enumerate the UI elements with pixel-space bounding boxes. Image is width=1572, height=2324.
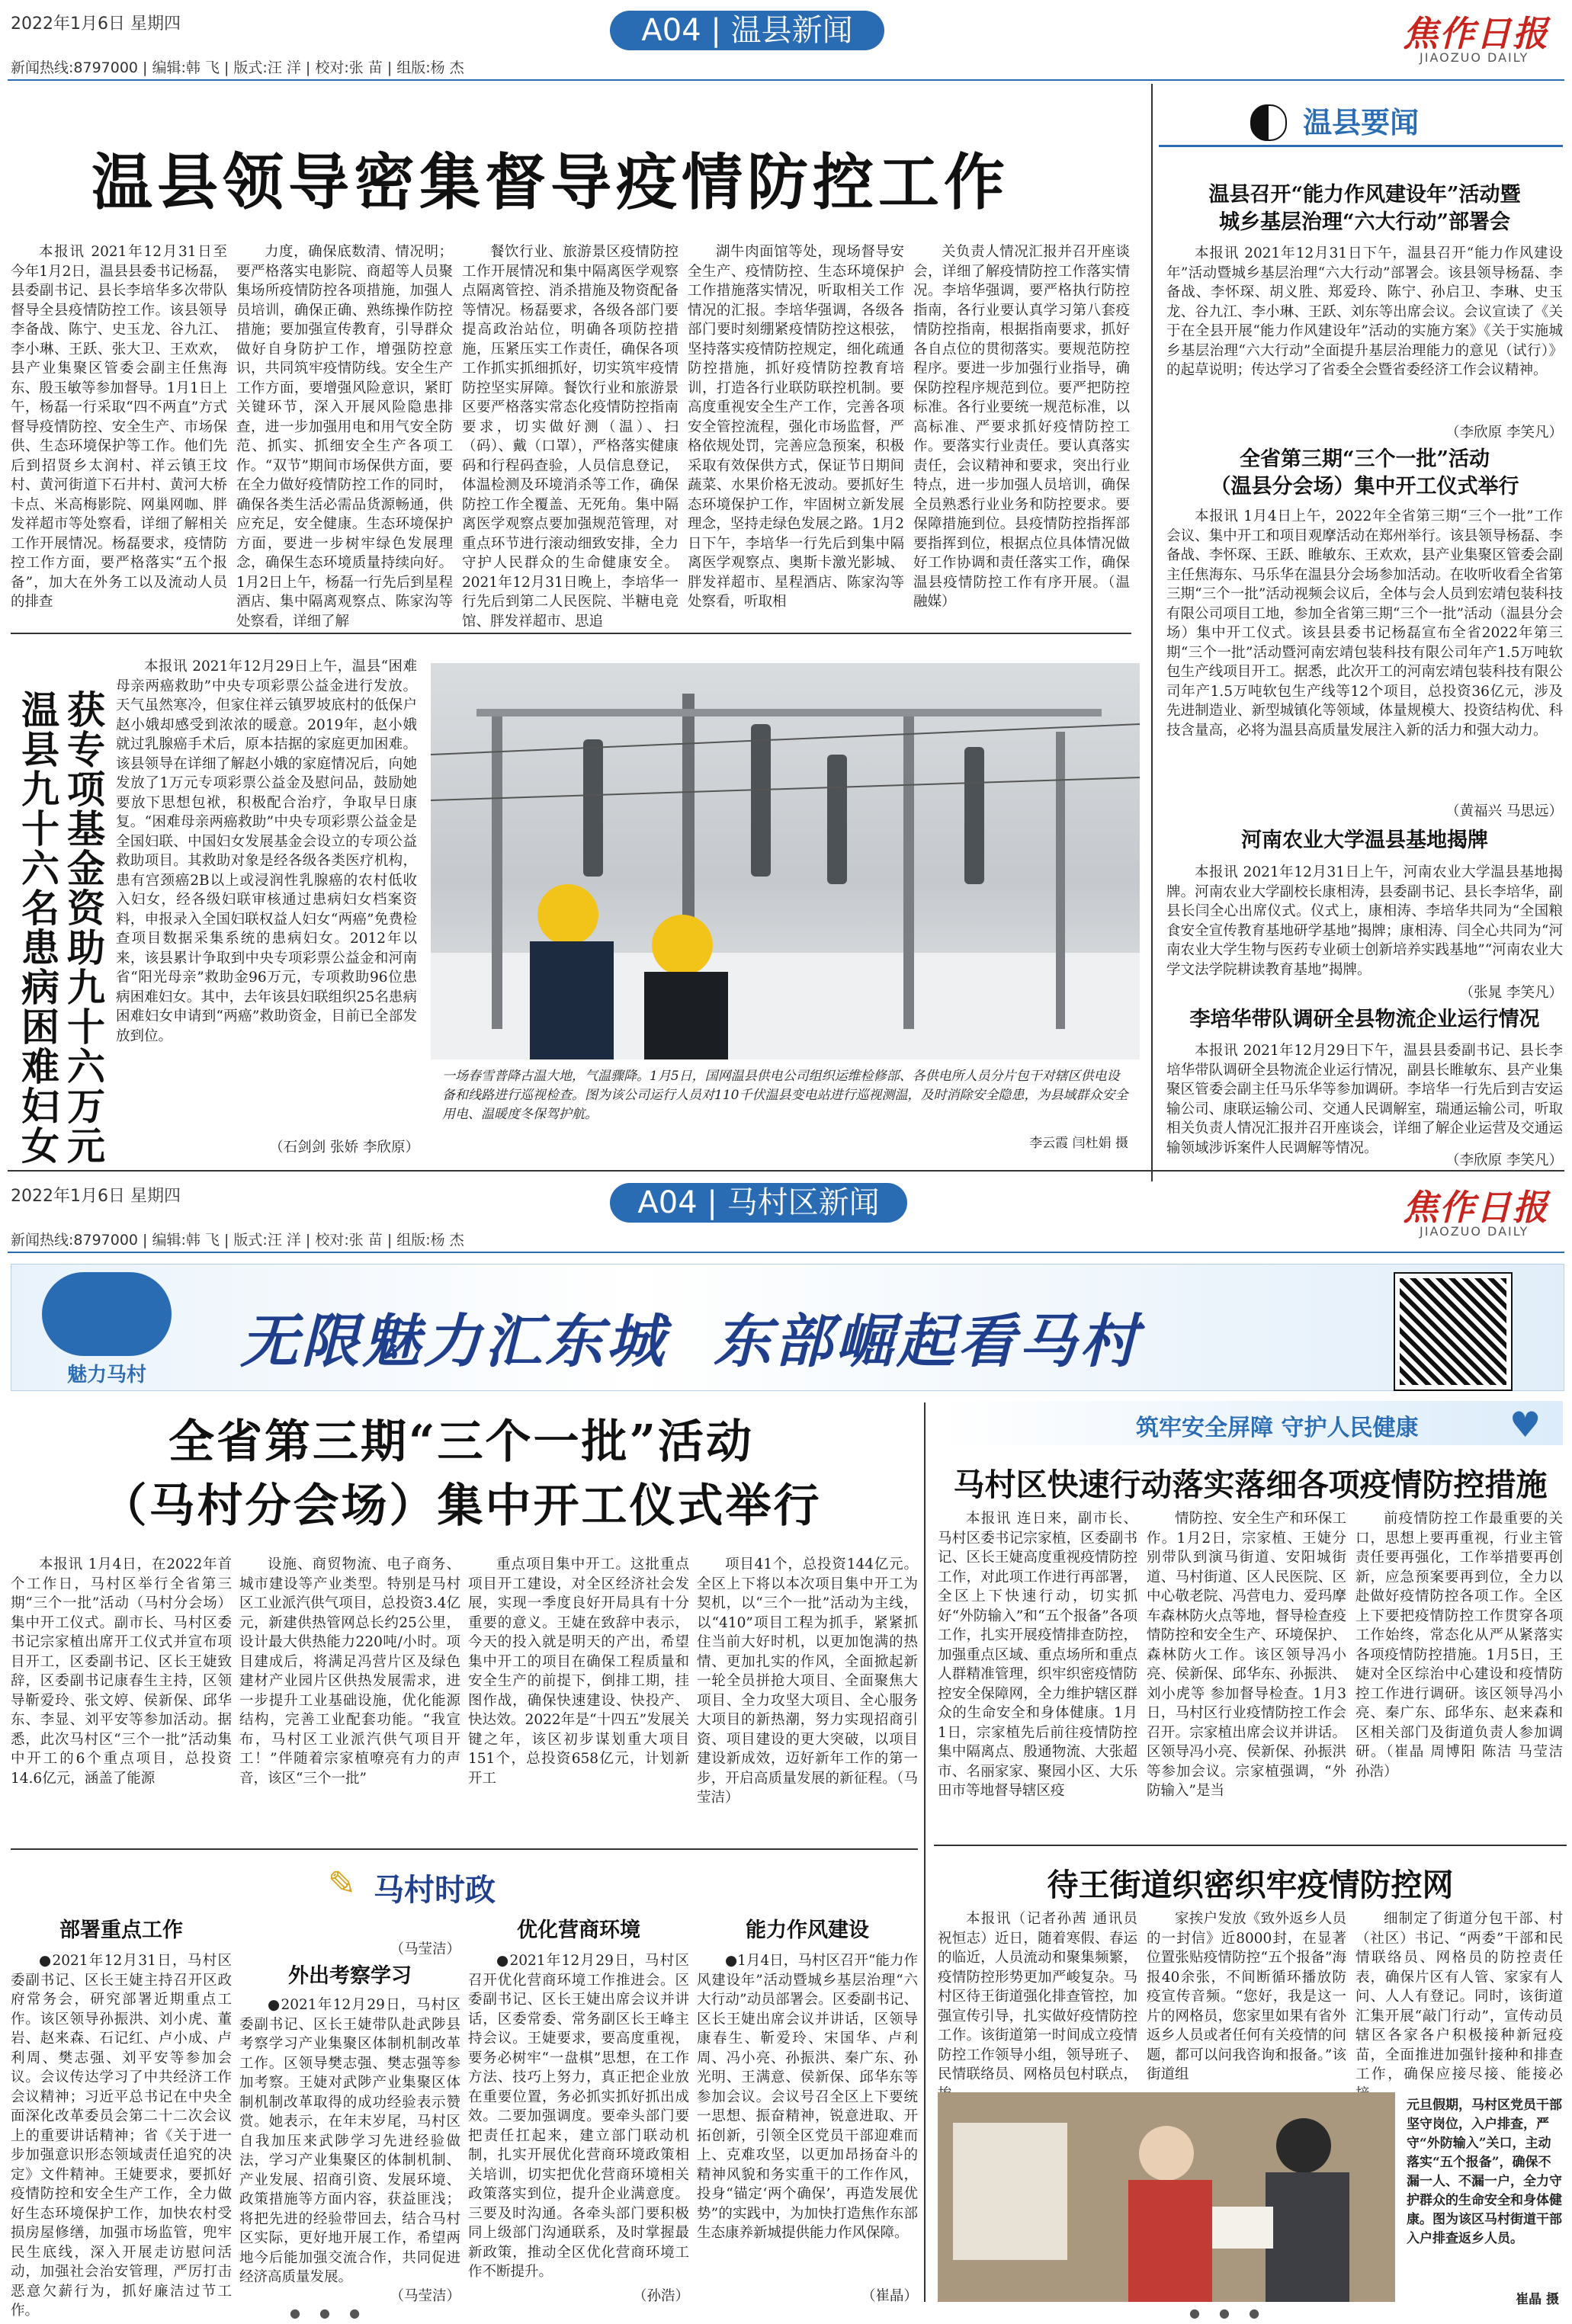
page1-main-col-1: 本报讯 2021年12月31日至今年1月2日，温县县委书记杨磊，县委副书记、县长李培华多次带队督导全县疫情防控工作。该县领导李备战、陈宁、史玉龙、谷九江、李小琳、王跃、张大卫、王欢欢，县产业集聚区管委会副主任焦海东、殷玉敏等参加督导。1月1日上午，杨磊一行采取“四不两直”方式督导疫情防控、安全生产、市场保供、生态环境保护等工作。他们先后到招贤乡太润村、祥云镇王坟村、黄河街道下石井村、黄河大桥卡点、米高梅影院、网巢网咖、胖发祥超市等处察看，详细了解相关工作开展情况。杨磊要求，疫情防控工作方面，要严格落实“五个报备”，加大在外务工以及流动人员的排查	[11, 244, 227, 610]
page2-section-name: 马村区新闻	[727, 1185, 880, 1220]
art1-col-2: 情防控、安全生产和环保工作。1月2日，宗家植、王婕分别带队到演马街道、安阳城街道、马村街道、区人民医院、区中心敬老院、冯营电力、爱玛摩车森林防火点等地，督导检查疫情防控和安全生产、环境保护、森林防火工作。该区领导冯小亮、侯新保、邱华东、孙振洪、刘小虎等 参加督导检查。1月3日，马村区行业疫情防控工作会召开。宗家植出席会议并讲话。区领导冯小亮、侯新保、孙振洪等参加会议。宗家植强调，“外防输入”是当	[1147, 1511, 1346, 1799]
sz2-body: ●2021年12月29日，马村区委副书记、区长王婕带队赴武陟县考察学习产业集聚区体制机制改革工作。区领导樊志强、樊志强等参加考察。王婕对武陟产业集聚区体制机制改革取得的成功经验表示赞赏。她表示，在年末岁尾，马村区自我加压来武陟学习先进经验做法，学习产业集聚区的体制机制、产业发展、招商引资、发展环境、政策措施等方面内容，获益匪浅；将把先进的经验带回去，结合马村区实际，更好地开展工作，希望两地今后能加强交流合作，共同促进经济高质量发展。	[239, 1997, 460, 2285]
page1-main-col-4: 湖牛肉面馆等处，现场督导安全生产、疫情防控、生态环境保护工作措施落实情况，听取相关工作情况的汇报。李培华强调，各级各部门要时刻绷紧疫情防控这根弦，坚持落实疫情防控规定，细化疏通防控措施，抓好疫情防控教育培训，打造各行业联防联控机制。要高度重视安全生产工作，完善各项安全管控流程，强化市场监督，严格依规处罚，完善应急预案，积极采取有效保供方式，保证节日期间蔬菜、水果价格无波动。要抓好生态环境保护工作，牢固树立新发展理念，坚持走绿色发展之路。1月2日下午，李培华一行先后到集中隔离医学观察点、奥斯卡激光影城、胖发祥超市、星程酒店、陈家沟等处察看，听取相	[688, 244, 904, 610]
door-visit-illustration	[938, 2092, 1395, 2302]
page2-main-title-line-2: （马村分会场）集中开工仪式举行	[101, 1479, 822, 1533]
yw2-title	[1166, 446, 1563, 501]
vertical-title-2: 温县九十六名患病困难妇女	[15, 690, 60, 1165]
page2-credits: 新闻热线:8797000 | 编辑:韩 飞 | 版式:汪 洋 | 校对:张 苗 | 组版:杨 杰	[11, 1232, 464, 1249]
door-visit-author: 崔晶 摄	[1516, 2292, 1559, 2307]
machun-emblem	[42, 1272, 172, 1356]
safety-banner-text: 筑牢安全屏障 守护人民健康	[1136, 1415, 1419, 1441]
page2-section-no: A04	[637, 1185, 698, 1220]
yw1-body: 本报讯 2021年12月31日下午，温县召开“能力作风建设年”活动暨城乡基层治理“六大行动”部署会。该县领导杨磊、李备战、李怀琛、胡义胜、郑爱玲、陈宁、孙启卫、李琳、史玉龙、谷九江、李小琳、王跃、刘东等出席会议。会议宣读了《关于在全县开展“能力作风建设年”活动的实施方案》《关于实施城乡基层治理“六大行动”全面提升基层治理能力的意见（试行）》的起草说明；传达学习了省委全会暨省委经济工作会议精神。	[1166, 245, 1563, 378]
page1-logo-sub: JIAOZUO DAILY	[1420, 50, 1529, 65]
page2-main-title	[46, 1410, 877, 1538]
machun-banner	[11, 1264, 1564, 1391]
page2-main-col-1: 本报讯 1月4日，在2022年首个工作日，马村区举行全省第三期“三个一批”活动（马村分会场）集中开工仪式。副市长、马村区委书记宗家植出席开工仪式并宣布项目开工，区委副书记、区长王婕致辞，区委副书记康春生主持，区领导靳爱玲、张文婷、侯新保、邱华东、李显、刘平安等参加活动。据悉，此次马村区“三个一批”活动集中开工的6个重点项目，总投资14.6亿元，涵盖了能源	[11, 1556, 232, 1787]
page1-section-pill: A04 | 温县新闻	[610, 11, 884, 50]
yw4-author: （李欣原 李笑凡）	[1445, 1152, 1563, 1168]
page1-section-no: A04	[641, 13, 701, 48]
page1-credits: 新闻热线:8797000 | 编辑:韩 飞 | 版式:汪 洋 | 校对:张 苗 | 组版:杨 杰	[11, 59, 464, 76]
page1-logo: 焦作日报	[1403, 13, 1549, 54]
substation-photo	[431, 663, 1140, 1059]
yaowen-header	[1159, 99, 1563, 147]
art2-col-1: 本报讯（记者孙茜 通讯员祝恒志）近日，随着寒假、春运的临近，人员流动和聚集频繁，疫情防控形势更加严峻复杂。马村区待王街道强化排查管控，加强宣传引导，扎实做好疫情防控工作。该街道第一时间成立疫情防控工作领导小组，领导班子、民情联络员、网格员包村联点，	[938, 1911, 1137, 2082]
page1-date: 2022年1月6日 星期四	[11, 14, 181, 34]
page2-logo: 焦作日报	[1403, 1187, 1549, 1228]
page1-main-col-5: 关负责人情况汇报并召开座谈会，详细了解疫情防控工作落实情况。李培华强调，要严格执行防控指南，各行业要认真学习第八套疫情防控指南，根据指南要求，抓好各自点位的贯彻落实。要规范防控程序。要进一步加强行业指导，确保防控程序规范到位。要严把防控标准。各行业要统一规范标准，以高标准、严要求抓好疫情防控工作。要落实行业责任。要认真落实责任，会议精神和要求，突出行业特点，进一步加强人员培训，确保全员熟悉行业业务和防控要求。要保障措施到位。县疫情防控指挥部要指挥到位，根据点位具体情况做好工作协调和责任落实工作，确保温县疫情防控工作有序开展。（温融媒）	[913, 244, 1130, 610]
page1-right-divider	[1151, 84, 1153, 1181]
yw3-body: 本报讯 2021年12月31日上午，河南农业大学温县基地揭牌。河南农业大学副校长康相涛，县委副书记、县长李培华，副县长闫全心出席仪式。仪式上，康相涛、李培华共同为“全国粮食安全宣传教育基地研学基地”揭牌；康相涛、闫全心共同为“河南农业大学生物与医药专业硕士创新培养实践基地”“河南农业大学文法学院耕读教育基地”揭牌。	[1166, 864, 1563, 978]
page2-main-title-line-1: 全省第三期“三个一批”活动	[168, 1415, 755, 1469]
sz3-title: 优化营商环境	[517, 1919, 640, 1942]
page2-header-rule	[8, 1252, 1564, 1253]
art1-col-1: 本报讯 连日来，副市长、马村区委书记宗家植，区委副书记、区长王婕高度重视疫情防控工作，对此项工作进行再部署，全区上下快速行动，切实抓好“外防输入”和“五个报备”各项工作，扎实开展疫情排查防控，加强重点区域、重点场所和重点人群精准管理，织牢织密疫情防控安全保障网，全力维护辖区群众的生命安全和身体健康。1月1日，宗家植先后前往疫情防控集中隔离点、殷通物流、大张超市、名丽家家、聚园小区、大乐田市等地督导辖区疫	[938, 1511, 1137, 1799]
safety-banner	[938, 1401, 1563, 1445]
yw2-author: （黄福兴 马思远）	[1445, 803, 1563, 819]
substation-photo-author: 李云霞 闫杜娟 摄	[1029, 1136, 1128, 1151]
yw4-title: 李培华带队调研全县物流企业运行情况	[1189, 1008, 1540, 1031]
page2-vertical-divider	[924, 1402, 926, 2302]
yw1-author: （李欣原 李笑凡）	[1445, 425, 1563, 441]
heart-hands-icon: ♥	[1509, 1404, 1542, 1445]
page2-main-bottom-rule	[11, 1848, 918, 1850]
vertical-title-1: 获专项基金资助九十六万元	[61, 690, 106, 1165]
shizheng-header	[328, 1860, 572, 1907]
yinyang-icon	[1250, 104, 1287, 141]
yw2-title-line-2: （温县分会场）集中开工仪式举行	[1210, 475, 1519, 498]
sz1-author: （马莹洁）	[390, 1941, 460, 1957]
substation-illustration	[431, 663, 1140, 1059]
sz3-author: （孙浩）	[632, 2288, 689, 2304]
sz4-title: 能力作风建设	[746, 1919, 869, 1942]
sz2-author: （马莹洁）	[390, 2288, 460, 2304]
yw1-title-line-2: 城乡基层治理“六大行动”部署会	[1218, 210, 1511, 234]
yw2-body: 本报讯 1月4日上午，2022年全省第三期“三个一批”工作会议、集中开工和项目观摩活动在郑州举行。该县领导杨磊、李备战、李怀琛、王跃、睢敏东、王欢欢，县产业集聚区管委会副主任焦海东、马乐华在温县分会场参加活动。在收听收看全省第三期“三个一批”活动视频会议后，全体与会人员到宏靖包装科技有限公司项目工地，参加全省第三期“三个一批”活动（温县分会场）集中开工仪式。该县县委书记杨磊宣布全省2022年第三期“三个一批”活动暨河南宏靖包装科技有限公司年产1.5万吨软包生产线项目开工。据悉，此次开工的河南宏靖包装科技有限公司年产1.5万吨软包生产线等12个项目，总投资36亿元，涉及先进制造业、新型城镇化等领域，体量规模大、投资结构优、科技含量高，必将为温县高质量发展注入新的活力和强大动力。	[1166, 508, 1563, 739]
page2-main-col-3: 重点项目集中开工。这批重点项目开工建设，对全区经济社会发展，实现一季度良好开局具有十分重要的意义。王婕在致辞中表示，今天的投入就是明天的产出，希望集中开工的项目在确保工程质量和安全生产的前提下，倒排工期，挂图作战，确保快速建设、快投产、快达效。2022年是“十四五”发展关键之年，该区初步谋划重大项目151个，总投资658亿元，计划新开工	[468, 1556, 689, 1787]
page2-main-col-2: 设施、商贸物流、电子商务、城市建设等产业类型。特别是马村区工业派汽供气项目，总投资3.4亿元，新建供热管网总长约25公里，设计最大供热能力220吨/小时。项目建成后，将满足冯营片区及绿色建材产业园片区供热发展需求，进一步提升工业基础设施，优化能源结构，完善工业配套功能。“我宣布，马村区工业派汽供气项目开工！”伴随着宗家植嘹亮有力的声音，该区“三个一批”	[239, 1556, 460, 1787]
page2-date: 2022年1月6日 星期四	[11, 1187, 181, 1206]
page1-bottom-rule	[8, 1170, 1564, 1172]
page2-main-col-4: 项目41个，总投资144亿元。全区上下将以本次项目集中开工为契机，以“三个一批”活动为主线，以“410”项目工程为抓手，紧紧抓住当前大好时机，以更加饱满的热情、更加扎实的作风，全面掀起新一轮全员拼抢大项目、全面聚焦大项目、全力攻坚大项目、全心服务大项目的新热潮，努力实现招商引资、项目建设的更大突破，以项目建设新成效，迈好新年工作的第一步，开启高质量发展的新征程。（马莹洁）	[697, 1556, 918, 1806]
art1-col-3: 前疫情防控工作最重要的关口，思想上要再重视，行业主管责任要再强化，工作举措要再创新，应急预案要再到位，全力以赴做好疫情防控各项工作。全区上下要把疫情防控工作贯穿各项工作始终，常态化从严从紧落实各项疫情防控措施。1月5日，王婕对全区综治中心建设和疫情防控工作进行调研。该区领导冯小亮、秦广东、邱华东、赵来森和区相关部门及街道负责人参加调研。（崔晶 周博阳 陈洁 马莹洁 孙浩）	[1355, 1511, 1563, 1780]
yw3-title: 河南农业大学温县基地揭牌	[1241, 829, 1488, 852]
vertical-story-author: （石剑剑 张娇 李欣原）	[269, 1140, 419, 1156]
door-visit-photo	[938, 2092, 1395, 2302]
yw4-body: 本报讯 2021年12月29日下午，温县县委副书记、县长李培华带队调研全县物流企业运行情况，副县长睢敏东、县产业集聚区管委会副主任马乐华等参加调研。李培华一行先后到吉安运输公司、康联运输公司、交通人民调解室，瑞通运输公司，听取相关负责人情况汇报并召开座谈会，详细了解企业运营及交通运输领域涉诉案件人民调解等情况。	[1166, 1043, 1563, 1156]
footer-dots-right: ● ● ●	[1189, 2306, 1268, 2320]
sz2-title: 外出考察学习	[288, 1964, 412, 1988]
page1-main-col-3: 餐饮行业、旅游景区疫情防控工作开展情况和集中隔离医学观察点隔离管控、消杀措施及物资配备等情况。杨磊要求，各级各部门要提高政治站位，明确各项防控措施，压紧压实工作责任，确保各项工作抓实抓细抓好，切实筑牢疫情防控坚实屏障。餐饮行业和旅游景区要严格落实常态化疫情防控指南要求，切实做好测（温）、扫（码）、戴（口罩），严格落实健康码和行程码查验，人员信息登记，体温检测及环境消杀等工作，确保防控工作全覆盖、无死角。集中隔离医学观察点要加强规范管理，对重点环节进行滚动细致安排，全力守护人民群众的生命健康安全。2021年12月31日晚上，李培华一行先后到第二人民医院、半糖电竞馆、胖发祥超市、思追	[462, 244, 679, 630]
footer-dots-left: ● ● ●	[290, 2306, 368, 2320]
art1-bottom-rule	[934, 1845, 1567, 1846]
page2-section-pill: A04 | 马村区新闻	[610, 1183, 907, 1223]
machun-banner-logo: 魅力马村	[66, 1364, 146, 1386]
yw1-title	[1166, 181, 1563, 236]
sz1-title: 部署重点工作	[59, 1919, 183, 1942]
qr-code-icon	[1395, 1274, 1511, 1390]
page1-main-col-2: 力度，确保底数清、情况明；要严格落实电影院、商超等人员聚集场所疫情防控各项措施，加强人员培训，确保正确、熟练操作防控措施；要加强宣传教育，引导群众做好自身防护工作，增强防控意识，共同筑牢疫情防线。安全生产工作方面，要增强风险意识，紧盯关键环节，深入开展风险隐患排查，进一步加强用电和用气安全防范、抓实、抓细安全生产各项工作。“双节”期间市场保供方面，要在全力做好疫情防控工作的同时，确保各类生活必需品货源畅通，供应充足，安全健康。生态环境保护方面，要进一步树牢绿色发展理念，确保生态环境质量持续向好。1月2日上午，杨磊一行先后到星程酒店、集中隔离观察点、陈家沟等处察看，详细了解	[236, 244, 453, 630]
vertical-story-body: 本报讯 2021年12月29日上午，温县“困难母亲两癌救助”中央专项彩票公益金进行发放。天气虽然寒冷，但家住祥云镇罗坡底村的低保户赵小娥却感受到浓浓的暖意。2019年，赵小娥就过乳腺癌手术后，原本拮据的家庭更加困难。该县领导在详细了解赵小娥的家庭情况后，向她发放了1万元专项彩票公益金及慰问品，鼓励她要放下思想包袱，积极配合治疗，争取早日康复。“困难母亲两癌救助”中央专项彩票公益金是全国妇联、中国妇女发展基金会设立的专项公益救助项目。其救助对象是经各级各类医疗机构，患有宫颈癌2B以上或浸润性乳腺癌的农村低收入妇女，经各级妇联审核通过患病妇女档案资料，申报录入全国妇联权益人妇女“两癌”免费检查项目数据采集系统的患病妇女。2012年以来，该县累计争取到中央专项彩票公益金和河南省“阳光母亲”救助金96万元，专项救助96位患病困难妇女。其中，去年该县妇联组织25名患病困难妇女申请到“两癌”救助资金，目前已全部发放到位。	[116, 659, 417, 1044]
substation-photo-caption: 一场春雪普降古温大地，气温骤降。1月5日，国网温县供电公司组织运维检修部、各供电所人员分片包干对辖区供电设备和线路进行巡视检查。图为该公司运行人员对110千伏温县变电站进行巡视测温，及时消除安全隐患，为县域群众安全用电、温暖度冬保驾护航。	[442, 1069, 1128, 1122]
yw1-title-line-1: 温县召开“能力作风建设年”活动暨	[1208, 183, 1521, 207]
art2-col-2: 家挨户发放《致外返乡人员的一封信》近8000封，在显著位置张贴疫情防控“五个报备”海报40余张，不间断循环播放防疫宣传音频。“您好，我是这一片的网格员，您家里如果有省外返乡人员或者任何有关疫情的问题，都可以问我咨询和报备。”该街道组	[1147, 1911, 1346, 2082]
door-visit-caption: 元旦假期，马村区党员干部坚守岗位，入户排查，严守“外防输入”关口，主动落实“五个报备”，确保不漏一人、不漏一户，全力守护群众的生命安全和身体健康。图为该区马村街道干部入户排查返乡人员。	[1407, 2098, 1562, 2246]
art1-title: 马村区快速行动落实落细各项疫情防控措施	[953, 1467, 1548, 1503]
sz4-author: （崔晶）	[861, 2288, 918, 2304]
yw3-author: （张晁 李笑凡）	[1459, 985, 1563, 1001]
machun-banner-slogan: 无限魅力汇东城 东部崛起看马村	[240, 1307, 1141, 1375]
shizheng-title: 马村时政	[374, 1872, 496, 1908]
page1-section-name: 温县新闻	[730, 13, 853, 48]
sz3-body: ●2021年12月29日，马村区召开优化营商环境工作推进会。区委副书记、区长王婕出席会议并讲话，区委常委、常务副区长王峰主持会议。王婕要求，要高度重视，要务必树牢“一盘棋”思想，在工作方法、技巧上努力，真正把企业放在重要位置，务必抓实抓好抓出成效。二要加强调度。要牵头部门要把责任扛起来，建立部门联动机制，扎实开展优化营商环境政策相关培训，切实把优化营商环境相关政策落实到位，提升企业满意度。三要及时沟通。各牵头部门要积极同上级部门沟通联系，及时掌握最新政策，推动全区优化营商环境工作不断提升。	[468, 1953, 689, 2280]
art2-title: 待王街道织密织牢疫情防控网	[1047, 1867, 1454, 1903]
pencil-icon: ✎	[328, 1864, 356, 1903]
page1-main-title: 温县领导密集督导疫情防控工作	[91, 146, 1009, 218]
page1-main-bottom-rule	[11, 633, 1131, 634]
art2-col-3: 细制定了街道分包干部、村（社区）书记、“两委”干部和民情联络员、网格员的防控责任表，确保片区有人管、家家有人问、人人有登记。同时，该街道汇集开展“敲门行动”，宣传动员辖区各家各户积极接种新冠疫苗，全面推进加强针接种和排查工作，确保应接尽接、能接必	[1355, 1911, 1563, 2082]
sz4-body: ●1月4日，马村区召开“能力作风建设年”活动暨城乡基层治理“六大行动”动员部署会。区委副书记、区长王婕出席会议并讲话，区领导康春生、靳爱玲、宋国华、卢利周、冯小亮、孙振洪、秦广东、孙光明、王满意、侯新保、邱华东等参加会议。会议号召全区上下要统一思想、振奋精神，锐意进取、开拓创新，引领全区党员干部迎难而上、克难攻坚，以更加昂扬奋斗的精神风貌和务实重干的工作作风，投身“锚定‘两个确保’，再造发展优势”的实践中，为加快打造焦作东部生态康养新城提供能力作风保障。	[697, 1953, 918, 2241]
sz1-body: ●2021年12月31日，马村区委副书记、区长王婕主持召开区政府常务会，研究部署近期重点工作。该区领导孙振洪、刘小虎、董岩、赵来森、石记红、卢小成、卢利周、樊志强、刘平安等参加会议。会议传达学习了中共经济工作会议精神；习近平总书记在中央全面深化改革委员会第二十二次会议上的重要讲话精神；省《关于进一步加强意识形态领域责任追究的决定》文件精神。王婕要求，要抓好疫情防控和安全生产工作，全力做好生态环境保护工作，加快农村受损房屋修缮，加强市场监管，兜牢民生底线，深入开展走访慰问活动，加强社会治安管理，严厉打击恶意欠薪行为，抓好廉洁过节工作。	[11, 1953, 232, 2319]
yw2-title-line-1: 全省第三期“三个一批”活动	[1239, 447, 1490, 471]
page2-logo-sub: JIAOZUO DAILY	[1420, 1224, 1529, 1239]
yaowen-title: 温县要闻	[1303, 105, 1420, 139]
page1-header-rule	[8, 79, 1564, 81]
